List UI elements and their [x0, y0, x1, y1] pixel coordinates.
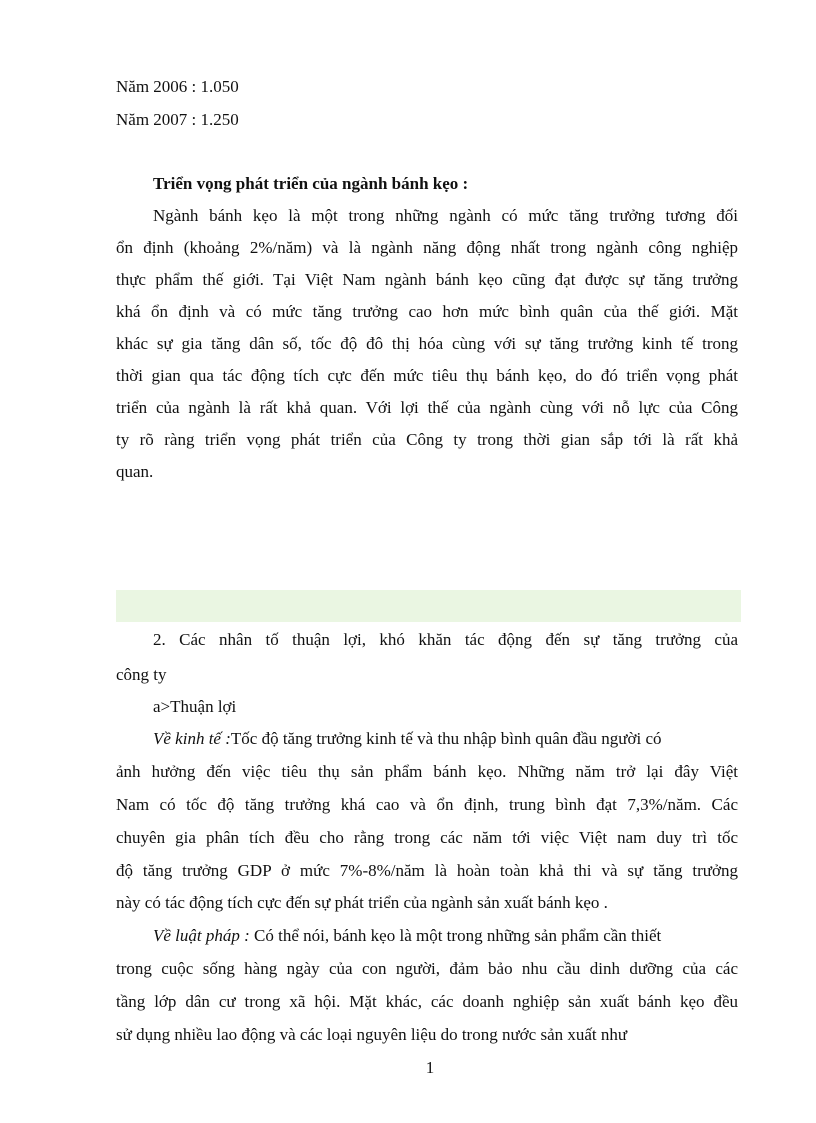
economy-line-2: ảnh hưởng đến việc tiêu thụ sản phẩm bánh kẹo. Những năm trở lại đây Việt [116, 762, 738, 781]
outlook-line-5: khác sự gia tăng dân số, tốc độ đô thị hóa cùng với sự tăng trưởng kinh tế trong [116, 334, 738, 353]
law-text: Có thể nói, bánh kẹo là một trong những sản phẩm cần thiết [249, 926, 662, 945]
law-line-4: sử dụng nhiều lao động và các loại nguyên liệu do trong nước sản xuất như [116, 1025, 628, 1044]
economy-line-3: Nam có tốc độ tăng trưởng khá cao và ổn định, trung bình đạt 7,3%/năm. Các [116, 795, 738, 814]
economy-line-6: này có tác động tích cực đến sự phát triển của ngành sản xuất bánh kẹo . [116, 893, 608, 912]
outlook-line-2: ổn định (khoảng 2%/năm) và là ngành năng động nhất trong ngành công nghiệp [116, 238, 738, 257]
stat-2006: Năm 2006 : 1.050 [116, 77, 239, 96]
section2-subheading: a>Thuận lợi [153, 697, 237, 716]
economy-line-4: chuyên gia phân tích đều cho rằng trong các năm tới việc Việt nam duy trì tốc [116, 828, 738, 847]
law-label: Về luật pháp : [153, 926, 250, 945]
highlight-band [116, 590, 741, 622]
economy-line-1 [153, 729, 662, 749]
law-line-1 [153, 926, 661, 946]
outlook-line-4: khá ổn định và có mức tăng trưởng cao hơn mức bình quân của thế giới. Mặt [116, 302, 738, 321]
economy-label: Về kinh tế : [153, 729, 231, 748]
section2-title-line-1: 2. Các nhân tố thuận lợi, khó khăn tác động đến sự tăng trưởng của [153, 630, 738, 649]
law-line-3: tầng lớp dân cư trong xã hội. Mặt khác, các doanh nghiệp sản xuất bánh kẹo đều [116, 992, 738, 1011]
section2-title-line-2: công ty [116, 665, 167, 684]
law-line-2: trong cuộc sống hàng ngày của con người, đảm bảo nhu cầu dinh dưỡng của các [116, 959, 738, 978]
outlook-line-6: thời gian qua tác động tích cực đến mức tiêu thụ bánh kẹo, do đó triển vọng phát [116, 366, 738, 385]
economy-text: Tốc độ tăng trưởng kinh tế và thu nhập bình quân đầu người có [230, 729, 662, 748]
outlook-line-7: triển của ngành là rất khả quan. Với lợi thế của ngành cùng với nỗ lực của Công [116, 398, 738, 417]
outlook-heading: Triển vọng phát triển của ngành bánh kẹo : [153, 174, 469, 193]
page-number: 1 [425, 1058, 435, 1077]
outlook-line-1: Ngành bánh kẹo là một trong những ngành có mức tăng trưởng tương đối [153, 206, 738, 225]
outlook-line-9: quan. [116, 462, 154, 481]
economy-line-5: độ tăng trưởng GDP ở mức 7%-8%/năm là hoàn toàn khả thi và sự tăng trưởng [116, 861, 738, 880]
outlook-line-3: thực phẩm thế giới. Tại Việt Nam ngành bánh kẹo cũng đạt được sự tăng trưởng [116, 270, 738, 289]
stat-2007: Năm 2007 : 1.250 [116, 110, 239, 129]
outlook-line-8: ty rõ ràng triển vọng phát triển của Công ty trong thời gian sắp tới là rất khả [116, 430, 738, 449]
